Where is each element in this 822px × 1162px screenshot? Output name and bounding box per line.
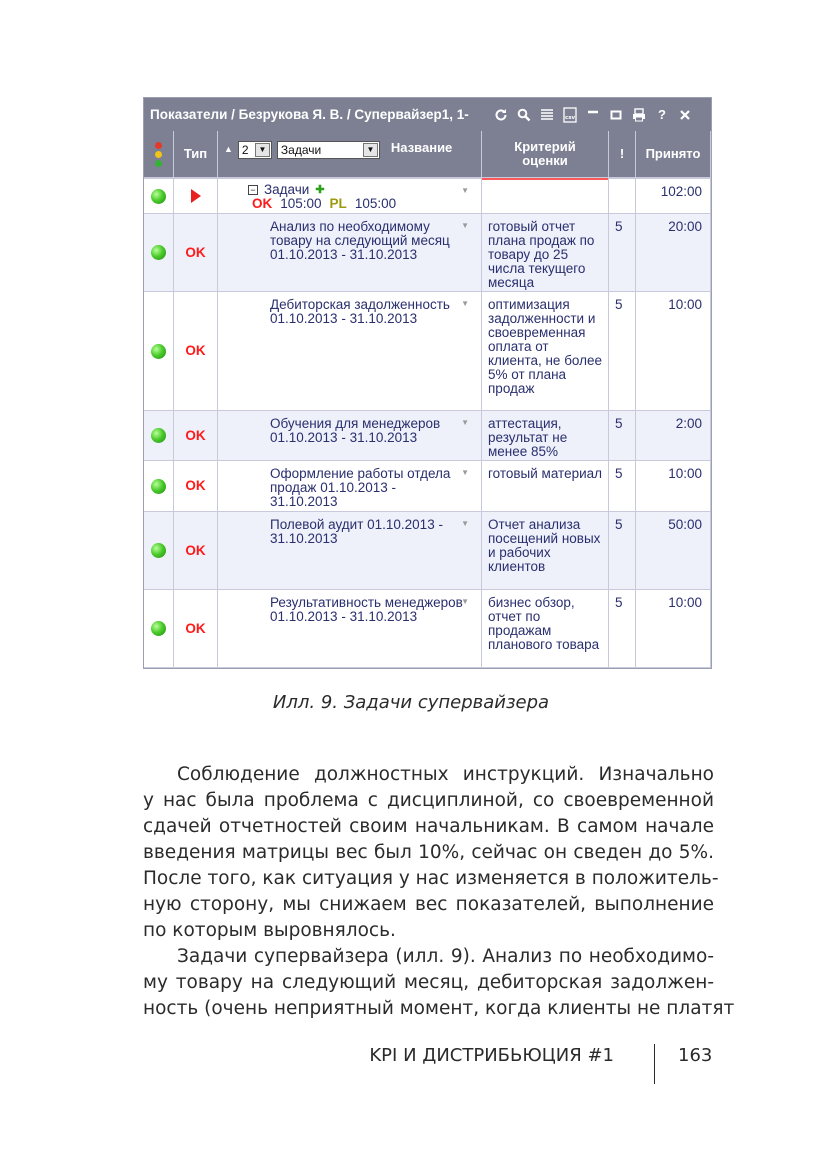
row-accepted: 50:00	[668, 517, 702, 532]
green-status-icon	[151, 245, 166, 260]
row-type-cell	[174, 214, 218, 292]
row-criteria-cell	[482, 411, 609, 461]
level-select[interactable]	[238, 141, 272, 159]
row-criteria-cell	[482, 512, 609, 590]
row-type-value: OK	[185, 542, 206, 558]
chevron-down-icon[interactable]: ▼	[461, 299, 469, 308]
text-line: Задачи супервайзера (илл. 9). Анализ по необходимо-	[177, 946, 714, 967]
row-importance-cell	[609, 214, 636, 292]
list-icon[interactable]	[538, 106, 556, 124]
row-importance: 5	[615, 517, 623, 532]
row-type-cell	[174, 411, 218, 461]
row-type-value: OK	[185, 343, 206, 358]
text-line: После того, как ситуация у нас изменяется в положитель-	[143, 868, 719, 889]
row-name: Полевой аудит 01.10.2013 - 31.10.2013	[270, 517, 443, 546]
row-criteria: аттестация, результат не менее 85%	[488, 416, 568, 459]
row-criteria: готовый отчет плана продаж по товару до 25 числа текущего месяца	[488, 219, 595, 290]
paragraph-discipline	[143, 762, 719, 944]
task-rows	[144, 214, 711, 668]
row-accepted-cell	[636, 590, 711, 668]
text-line: сдачей отчетностей своим начальникам. В самом начале	[143, 816, 714, 837]
row-accepted-cell	[636, 411, 711, 461]
row-accepted-cell	[636, 512, 711, 590]
row-name-cell[interactable]	[218, 461, 482, 512]
green-status-icon	[151, 189, 166, 204]
group-select-value: Задачи	[280, 142, 322, 157]
green-status-icon	[151, 344, 166, 359]
row-criteria-cell	[482, 214, 609, 292]
name-column-header[interactable]	[218, 131, 482, 179]
row-accepted-cell	[636, 292, 711, 411]
row-accepted-cell	[636, 214, 711, 292]
name-column-label: Название	[390, 140, 453, 155]
row-accepted: 10:00	[668, 297, 702, 312]
row-type-cell	[174, 292, 218, 411]
row-status-cell	[144, 512, 174, 590]
group-name-cell[interactable]	[218, 179, 482, 214]
text-line: му товару на следующий месяц, дебиторская задолжен-	[143, 972, 714, 993]
group-ok-value: 105:00	[280, 196, 322, 211]
window-titlebar	[144, 98, 711, 131]
footer-divider	[654, 1044, 655, 1084]
importance-column-header[interactable]: !	[609, 131, 636, 179]
row-name: Дебиторская задолженность 01.10.2013 - 31.10.2013	[270, 297, 450, 326]
text-line: ность (очень неприятный момент, когда клиенты не платят	[143, 998, 735, 1019]
text-line: Соблюдение должностных инструкций. Изначально	[177, 764, 714, 785]
row-importance-cell	[609, 411, 636, 461]
tasks-grid	[144, 131, 711, 214]
expand-arrow-icon[interactable]	[191, 189, 201, 203]
row-name-cell[interactable]	[218, 512, 482, 590]
text-line: у нас была проблема с дисциплиной, со своевременной	[143, 790, 714, 811]
row-accepted-cell	[636, 461, 711, 512]
chevron-down-icon[interactable]: ▼	[461, 597, 469, 606]
maximize-icon[interactable]	[607, 106, 625, 124]
chevron-down-icon[interactable]: ▼	[461, 186, 469, 195]
row-importance: 5	[615, 595, 623, 610]
row-importance: 5	[615, 297, 623, 312]
row-status-cell	[144, 411, 174, 461]
status-column-header[interactable]	[144, 131, 174, 179]
group-accepted-cell: 102:00	[636, 179, 711, 214]
row-criteria: Отчет анализа посещений новых и рабочих клиентов	[488, 517, 601, 574]
row-status-cell	[144, 461, 174, 512]
group-pl-value: 105:00	[354, 196, 397, 211]
row-importance-cell	[609, 512, 636, 590]
row-name: Результативность менеджеров 01.10.2013 - 31.10.2013	[270, 595, 463, 624]
group-pl-label: PL	[329, 196, 347, 211]
row-name-cell[interactable]	[218, 411, 482, 461]
criteria-column-header[interactable]: Критерий оценки	[482, 131, 609, 179]
group-type-cell	[174, 179, 218, 214]
group-criteria-cell	[482, 179, 609, 214]
row-criteria-cell	[482, 292, 609, 411]
chevron-down-icon[interactable]: ▼	[461, 418, 469, 427]
chevron-down-icon[interactable]: ▼	[363, 143, 378, 157]
row-criteria: готовый материал	[488, 466, 603, 481]
text-line: по которым выровнялось.	[143, 920, 396, 941]
row-type-cell	[174, 512, 218, 590]
row-type-value: OK	[185, 427, 206, 443]
row-importance-cell	[609, 461, 636, 512]
row-type-value: OK	[185, 620, 206, 636]
type-column-header[interactable]: Тип	[174, 131, 218, 179]
group-status-cell	[144, 179, 174, 214]
row-status-cell	[144, 292, 174, 411]
traffic-light-icon	[155, 142, 162, 167]
collapse-icon[interactable]: −	[248, 185, 258, 195]
row-name-cell[interactable]	[218, 214, 482, 292]
titlebar-toolbar	[492, 106, 694, 124]
chevron-down-icon[interactable]: ▼	[461, 519, 469, 528]
close-icon[interactable]	[676, 106, 694, 124]
minimize-icon[interactable]	[584, 106, 602, 124]
chevron-down-icon[interactable]: ▼	[255, 143, 270, 157]
group-label: Задачи	[264, 182, 310, 197]
kpi-window	[143, 97, 712, 669]
row-importance: 5	[615, 219, 623, 234]
green-status-icon	[151, 621, 166, 636]
green-status-icon	[151, 428, 166, 443]
refresh-icon[interactable]	[492, 106, 510, 124]
text-line: ную сторону, мы снижаем вес показателей, выполнение	[143, 894, 714, 915]
row-importance-cell	[609, 292, 636, 411]
row-name-cell[interactable]	[218, 590, 482, 668]
row-name: Оформление работы отдела продаж 01.10.2013 - 31.10.2013	[270, 466, 451, 509]
row-criteria-cell	[482, 461, 609, 512]
row-criteria: оптимизация задолженности и своевременная оплата от клиента, не более 5% от плана продаж	[488, 297, 603, 396]
svg-text:csv: csv	[564, 114, 576, 121]
row-name: Обучения для менеджеров 01.10.2013 - 31.10.2013	[270, 416, 441, 445]
sort-asc-icon[interactable]: ▲	[224, 144, 233, 154]
window-title: Показатели / Безрукова Я. В. / Супервайзер1, 1-	[150, 107, 469, 122]
print-icon[interactable]	[630, 106, 648, 124]
row-name: Анализ по необходимому товару на следующий месяц 01.10.2013 - 31.10.2013	[270, 219, 450, 262]
row-criteria: бизнес обзор, отчет по продажам планового товара	[488, 595, 600, 652]
group-ok-label: OK	[252, 196, 273, 211]
help-icon[interactable]: ?	[658, 107, 666, 122]
csv-export-icon[interactable]	[561, 106, 579, 124]
accepted-column-header[interactable]: Принято	[636, 131, 711, 179]
search-icon[interactable]	[515, 106, 533, 124]
green-status-icon	[151, 479, 166, 494]
level-select-value: 2	[241, 142, 249, 157]
group-select[interactable]	[277, 141, 380, 159]
figure-caption: Илл. 9. Задачи супервайзера	[272, 692, 550, 713]
add-task-icon[interactable]: ✚	[315, 184, 325, 196]
group-importance-cell	[609, 179, 636, 214]
row-type-value: OK	[185, 478, 206, 493]
row-criteria-cell	[482, 590, 609, 668]
row-type-cell	[174, 461, 218, 512]
running-footer-title: KPI И ДИСТРИБЬЮЦИЯ #1	[369, 1045, 614, 1066]
row-importance-cell	[609, 590, 636, 668]
text-line: введения матрицы вес был 10%, сейчас он сведен до 5%.	[143, 842, 714, 863]
paragraph-supervisor-tasks	[143, 944, 735, 1022]
chevron-down-icon[interactable]: ▼	[461, 468, 469, 477]
row-accepted: 10:00	[668, 466, 702, 481]
row-status-cell	[144, 590, 174, 668]
row-type-cell	[174, 590, 218, 668]
row-accepted: 2:00	[675, 416, 702, 431]
row-type-value: OK	[185, 244, 206, 260]
row-status-cell	[144, 214, 174, 292]
green-status-icon	[151, 543, 166, 558]
row-name-cell[interactable]	[218, 292, 482, 411]
chevron-down-icon[interactable]: ▼	[461, 221, 469, 230]
page-number: 163	[678, 1045, 713, 1066]
row-accepted: 20:00	[668, 219, 702, 234]
row-importance: 5	[615, 416, 623, 431]
row-accepted: 10:00	[668, 595, 702, 610]
row-importance: 5	[615, 466, 623, 481]
